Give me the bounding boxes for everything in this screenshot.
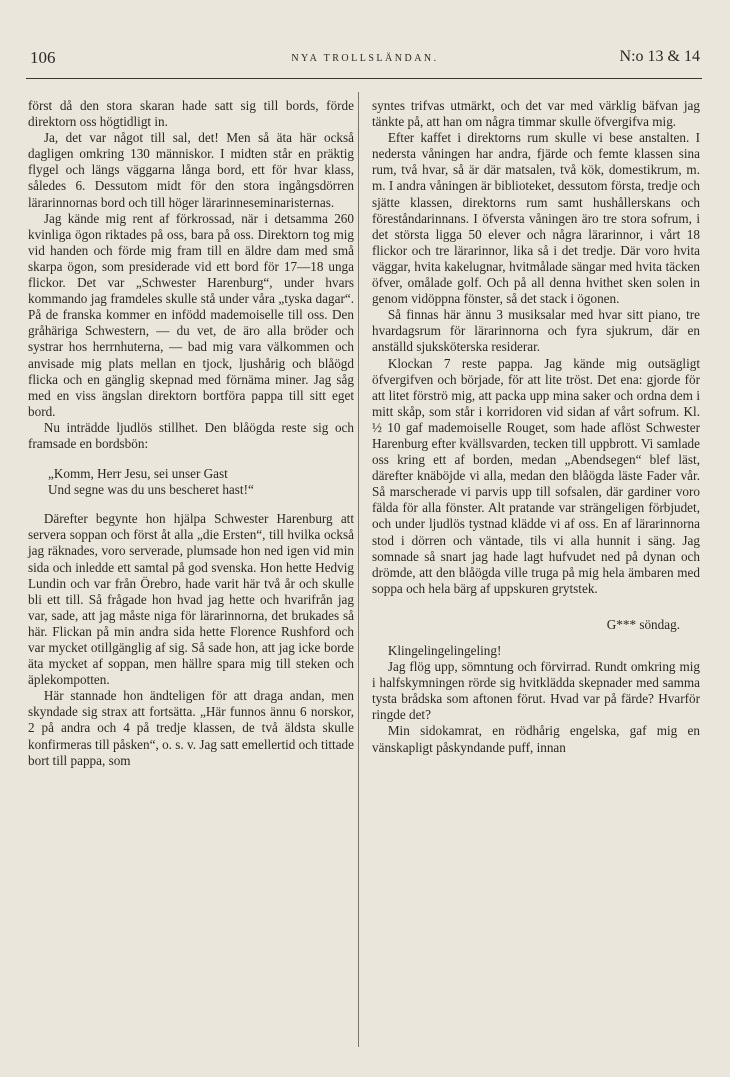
table-prayer bbox=[48, 466, 354, 498]
paragraph: Klingelingelingeling! bbox=[387, 643, 502, 658]
paragraph: Min sidokamrat, en rödhårig engelska, gaf mig en vänskapligt påskyndande puff, innan bbox=[372, 723, 700, 755]
paragraph: Ja, det var något till sal, det! Men så äta här också dagligen omkring 130 människor. I midten står en präktig flygel och längs väggarna långa bord, ett för hvar klass, således 6. Dessutom midt för den stora ingångsdörren lärarinnornas bord och till höger lärarinneseminaristernas. bbox=[28, 130, 354, 210]
paragraph: först då den stora skaran hade satt sig till bords, förde direktorn oss högtidligt in. bbox=[28, 98, 354, 130]
paragraph: Därefter begynte hon hjälpa Schwester Harenburg att servera soppan och först åt alla „die Ersten“, till hvilka också jag räknades, voro serverade, plumsade hon ned igen vid min sida och inledde ett samtal på god svenska. Hon hette Hedvig Lundin och var från Örebro, hade varit här två år och skulle bli ett till. Så frågade hon hvad jag hette och hvarifrån jag var, sade, att jag måste niga för lärarinnorna, det brukades så här. Flickan på min andra sida hette Florence Rushford och var mycket otillgänglig af sig. Så sade hon, att jag icke borde äta mycket af soppan, men hällre spara mig till steken och äplekompotten. bbox=[28, 511, 354, 688]
running-title: NYA TROLLSLÄNDAN. bbox=[291, 53, 439, 64]
paragraph: syntes trifvas utmärkt, och det var med värklig bäfvan jag tänkte på, att han om några timmar skulle öfvergifva mig. bbox=[372, 98, 700, 130]
paragraph: Klockan 7 reste pappa. Jag kände mig outsägligt öfvergifven och började, för att lite tröst. Det ena: gjorde för att litet förströ mig, att packa upp mina saker och ordna dem i mitt skåp, som står i korridoren vid sidan af vårt sofrum. Kl. ½ 10 gaf mademoiselle Rouget, som hade aflöst Schwester Harenburg efter kvällsvarden, tecken till uppbrott. Vi samlade oss kring ett af borden, medan „Abendsegen“ blef läst, därefter knäböjde vi alla, medan den blåögda läste Fader vår. Så marscherade vi parvis upp till sofsalen, där gardiner voro fälda för alla fönster. Alt pratande var strängeligen förbjudet, och under ljudlös tystnad klädde vi af oss. En af lärarinnorna stod i dörren och väntade, tils vi alla hunnit i säng. Jag somnade så snart jag hade lagt hufvudet ned på dynan och drömde, att den blåögda ville truga på mig hela ämbaren med soppa och hela bärg af uppskuren grytstek. bbox=[372, 355, 700, 596]
prayer-line: Und segne was du uns bescheret hast!“ bbox=[48, 482, 254, 498]
dateline: G*** söndag. bbox=[606, 616, 680, 632]
paragraph: Jag flög upp, sömntung och förvirrad. Rundt omkring mig i halfskymningen rörde sig hvitklädda skepnader med samma tysta brådska som aftonen förut. Hvad var på färde? Hvarför ringde det? bbox=[372, 659, 700, 723]
issue-number: N:o 13 & 14 bbox=[619, 48, 700, 65]
page-number: 106 bbox=[30, 48, 56, 67]
column-divider bbox=[358, 92, 359, 1047]
prayer-line: „Komm, Herr Jesu, sei unser Gast bbox=[48, 466, 228, 482]
header-rule bbox=[26, 78, 702, 79]
right-column bbox=[372, 98, 700, 756]
paragraph: Efter kaffet i direktorns rum skulle vi bese anstalten. I nedersta våningen har andra, fjärde och femte klassen sina rum, två hvar, så är där matsalen, två kök, domestikrum, m. m. I andra våningen är biblioteket, dessutom första, tredje och sjätte klassen, direktorns rum samt hushållerskans och föreståndarinnans. I öfversta våningen äro tre stora sofrum, i det största ligga 50 elever och några lärarinnor, i vårt 18 flickor och tre lärarinnor, lika så i det tredje. Där voro hvita väggar, hvita kakelugnar, hvitmålade sängar med hvita täcken öfver, omålade golf. Och på all denna hvithet sken solen in genom vidöppna fönster, så det stack i ögonen. bbox=[372, 130, 700, 307]
paragraph: Jag kände mig rent af förkrossad, när i detsamma 260 kvinliga ögon riktades på oss, bara på oss. Direktorn tog mig vid handen och förde mig fram till en äldre dam med små skarpa ögon, som presiderade vid ett bord för 17—18 unga flickor. Det var „Schwester Harenburg“, under hvars kommando jag framdeles skulle stå under våra „tyska dagar“. På de franska kommer en infödd mademoiselle till oss. Den gråhäriga Schwestern, — du vet, de äro alla bröder och systrar hos herrnhuterna, — bad mig vara välkommen och anvisade mig plats mellan en tjock, ljushårig och blåögd flicka och en gänglig skepnad med förnäma miner. Jag såg med en viss ängslan direktorn bortföra pappa till sitt eget bord. bbox=[28, 210, 354, 419]
paragraph: Här stannade hon ändteligen för att draga andan, men skyndade sig strax att fortsätta. „Här funnos ännu 6 norskor, 2 på andra och 4 på tredje klassen, de två äldsta skulle konfirmeras till påsken“, o. s. v. Jag satt emellertid och tittade bort till pappa, som bbox=[28, 688, 354, 768]
paragraph: Så finnas här ännu 3 musiksalar med hvar sitt piano, tre hvardagsrum för lärarinnorna och fyra sjukrum, där en anställd sjuksköterska residerar. bbox=[372, 307, 700, 355]
page-header bbox=[30, 48, 700, 70]
paragraph: Nu inträdde ljudlös stillhet. Den blåögda reste sig och framsade en bordsbön: bbox=[28, 419, 354, 451]
left-column bbox=[28, 98, 354, 769]
